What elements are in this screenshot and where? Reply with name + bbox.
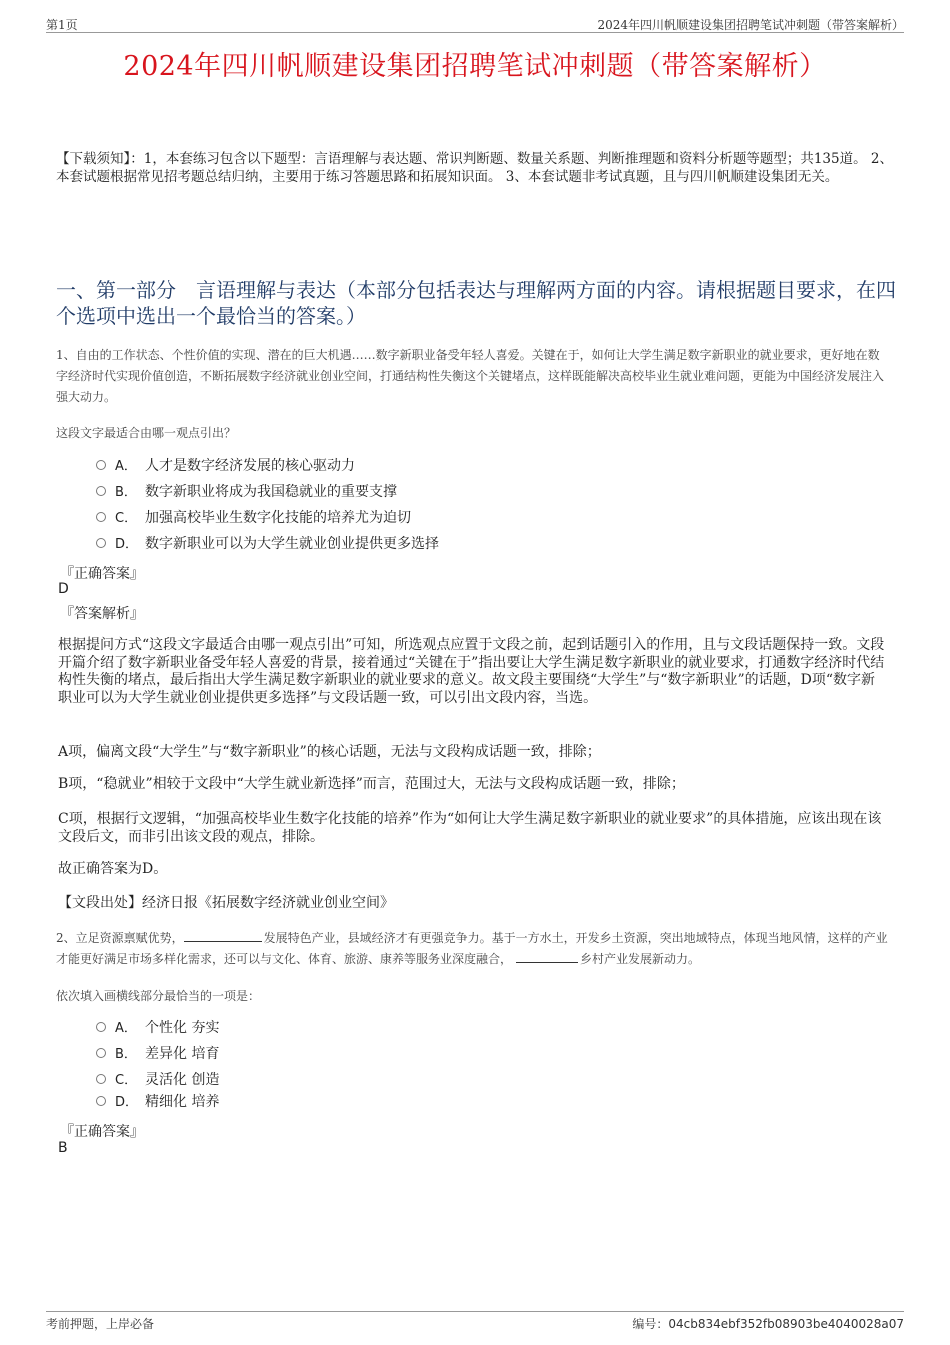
- question-1-option-c[interactable]: C． 加强高校毕业生数字化技能的培养尤为迫切: [96, 508, 411, 528]
- question-2-option-b[interactable]: B． 差异化 培育: [96, 1044, 219, 1064]
- question-1-option-b[interactable]: B． 数字新职业将成为我国稳就业的重要支撑: [96, 482, 397, 502]
- footer-slogan: 考前押题，上岸必备: [46, 1317, 155, 1331]
- analysis-paragraph: C项，根据行文逻辑，“加强高校毕业生数字化技能的培养”作为“如何让大学生满足数字新职业的就业要求”的具体措施，应该出现在该文段后文，而非引出该文段的观点，排除。: [58, 811, 882, 845]
- question-2-prompt: 依次填入画横线部分最恰当的一项是：: [56, 989, 261, 1003]
- analysis-paragraph: B项，“稳就业”相较于文段中“大学生就业新选择”而言，范围过大，无法与文段构成话题一致，排除；: [58, 776, 685, 792]
- header-doc-title: 2024年四川帆顺建设集团招聘笔试冲刺题（带答案解析）: [597, 18, 904, 32]
- blank-line: [184, 929, 262, 942]
- radio-icon[interactable]: [96, 460, 106, 470]
- question-2-text: 2、立足资源禀赋优势， 发展特色产业，县域经济才有更强竞争力。基于一方水土，开发乡土资源，突出地域特点，体现当地风情，这样的产业才能更好满足市场多样化需求，还可以与文化、体育、旅游、康养等服务业深度融合， 乡村产业发展新动力。: [56, 931, 888, 966]
- radio-icon[interactable]: [96, 1074, 106, 1084]
- blank-line: [516, 950, 578, 963]
- analysis-paragraph: A项，偏离文段“大学生”与“数字新职业”的核心话题，无法与文段构成话题一致，排除；: [58, 744, 601, 760]
- page-header: [46, 14, 904, 33]
- analysis-paragraph: 根据提问方式“这段文字最适合由哪一观点引出”可知，所选观点应置于文段之前，起到话题引入的作用，且与文段话题保持一致。文段开篇介绍了数字新职业备受年轻人喜爱的背景，接着通过“关键在于”指出要让大学生满足数字新职业的就业要求，打通数字经济时代结构性失衡的堵点，最后指出大学生满足数字新职业的就业要求的意义。故文段主要围绕“大学生”与“数字新职业”的话题，D项“数字新职业可以为大学生就业创业提供更多选择”与文段话题一致，可以引出文段内容，当选。: [58, 637, 885, 706]
- radio-icon[interactable]: [96, 1022, 106, 1032]
- question-1-prompt: 这段文字最适合由哪一观点引出？: [56, 426, 237, 440]
- question-1-analysis-label: 『答案解析』: [60, 606, 144, 622]
- question-2-option-a[interactable]: A． 个性化 夯实: [96, 1018, 219, 1038]
- radio-icon[interactable]: [96, 512, 106, 522]
- radio-icon[interactable]: [96, 538, 106, 548]
- question-1-answer: D: [58, 581, 69, 597]
- download-notice: 【下载须知】：1，本套练习包含以下题型：言语理解与表达题、常识判断题、数量关系题、判断推理题和资料分析题等题型；共135道。 2、本套试题根据常见招考题总结归纳，主要用于练习答题思路和拓展知识面。 3、本套试题非考试真题，且与四川帆顺建设集团无关。: [56, 151, 893, 185]
- question-1-option-d[interactable]: D． 数字新职业可以为大学生就业创业提供更多选择: [96, 534, 439, 554]
- question-1-option-a[interactable]: A． 人才是数字经济发展的核心驱动力: [96, 456, 355, 476]
- section-heading: 一、第一部分 言语理解与表达（本部分包括表达与理解两方面的内容。请根据题目要求，在四个选项中选出一个最恰当的答案。）: [56, 278, 896, 328]
- question-2-option-c[interactable]: C． 灵活化 创造: [96, 1070, 219, 1090]
- question-2-option-d[interactable]: D． 精细化 培养: [96, 1092, 219, 1112]
- question-1-text: 1、自由的工作状态、个性价值的实现、潜在的巨大机遇……数字新职业备受年轻人喜爱。关键在于，如何让大学生满足数字新职业的就业要求，更好地在数字经济时代实现价值创造，不断拓展数字经济就业创业空间，打通结构性失衡这个关键堵点，这样既能解决高校毕业生就业难问题，更能为中国经济发展注入强大动力。: [56, 348, 885, 404]
- analysis-conclusion: 故正确答案为D。: [58, 861, 168, 877]
- page-number: 第1页: [46, 18, 78, 32]
- question-2-answer: B: [58, 1140, 68, 1156]
- question-2-answer-label: 『正确答案』: [60, 1124, 144, 1140]
- document-title: 2024年四川帆顺建设集团招聘笔试冲刺题（带答案解析）: [123, 51, 827, 82]
- radio-icon[interactable]: [96, 1048, 106, 1058]
- radio-icon[interactable]: [96, 1096, 106, 1106]
- source-citation: 【文段出处】经济日报《拓展数字经济就业创业空间》: [58, 895, 394, 911]
- page-footer: [46, 1311, 904, 1331]
- footer-code: 编号：04cb834ebf352fb08903be4040028a07: [632, 1317, 904, 1331]
- question-1-answer-label: 『正确答案』: [60, 566, 144, 582]
- radio-icon[interactable]: [96, 486, 106, 496]
